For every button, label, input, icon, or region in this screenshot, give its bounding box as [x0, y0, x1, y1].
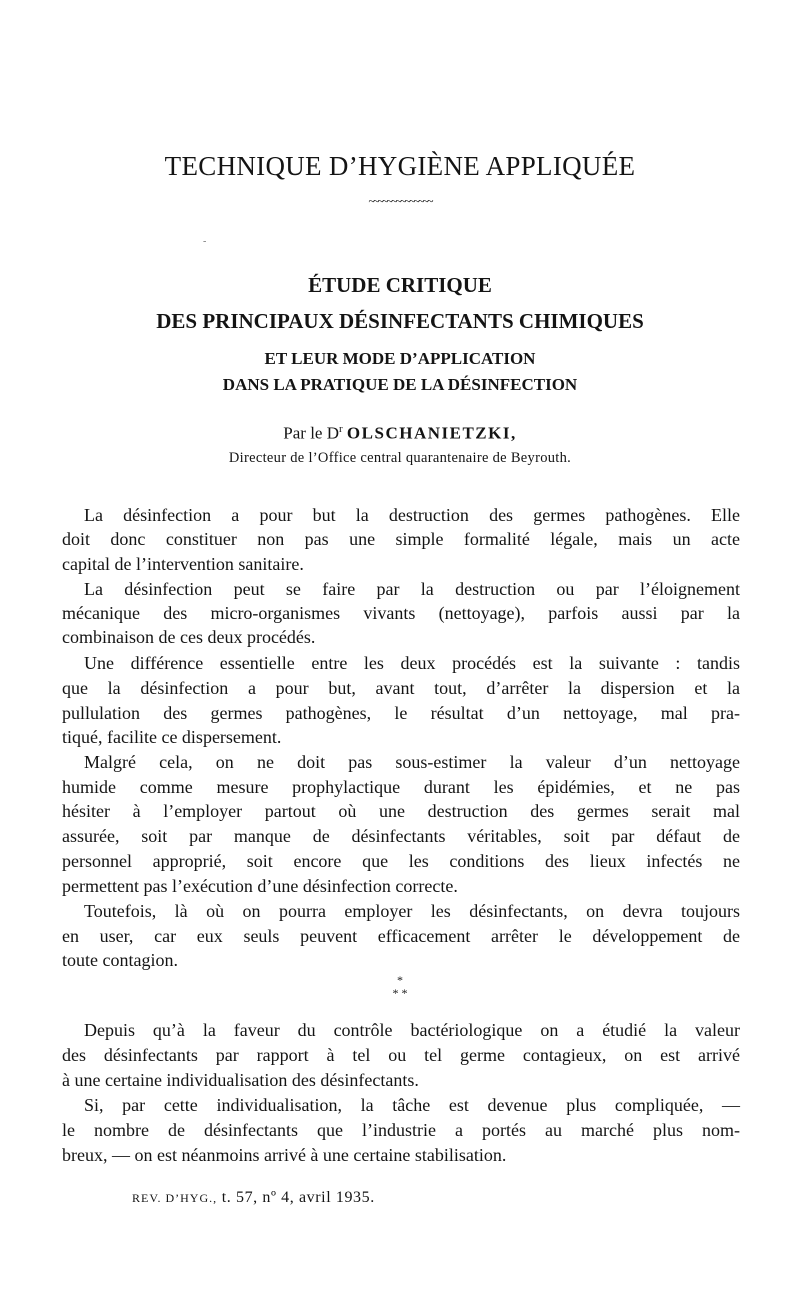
section-heading: TECHNIQUE D’HYGIÈNE APPLIQUÉE [164, 151, 636, 181]
body-line: combinaison de ces deux procédés. [62, 627, 316, 647]
stray-mark: - [203, 236, 207, 247]
author-affiliation: Directeur de l’Office central quarantenaire de Beyrouth. [228, 450, 572, 466]
body-line: à une certaine individualisation des désinfectants. [62, 1070, 419, 1090]
article-subtitle-line-1: ET LEUR MODE D’APPLICATION [264, 349, 536, 368]
body-line: tiqué, facilite ce dispersement. [62, 727, 282, 747]
journal-reference: t. 57, nº 4, avril 1935. [221, 1189, 375, 1206]
journal-citation [132, 1186, 375, 1210]
body-line: des désinfectants par rapport à tel ou tel germe contagieux, on est arrivé [62, 1045, 740, 1065]
body-line: La désinfection a pour but la destruction des germes pathogènes. Elle [84, 505, 740, 525]
author-name: OLSCHANIETZKI, [346, 423, 517, 443]
journal-abbrev: REV. D’HYG., [132, 1191, 218, 1205]
byline-superscript: r [339, 423, 343, 435]
body-line: personnel approprié, soit encore que les conditions des lieux infectés ne [62, 851, 740, 871]
body-line: toute contagion. [62, 950, 178, 970]
ornament-rule: ~~~~~~~~~~~~~~ [368, 194, 432, 208]
body-line: assurée, soit par manque de désinfectants véritables, soit par défaut de [62, 826, 740, 846]
body-line: Toutefois, là où on pourra employer les désinfectants, on devra toujours [84, 901, 740, 921]
body-line: capital de l’intervention sanitaire. [62, 554, 304, 574]
body-line: que la désinfection a pour but, avant tout, d’arrêter la dispersion et la [62, 678, 740, 698]
byline [0, 416, 800, 447]
separator-star-bottom: * * [392, 986, 408, 1000]
body-line: mécanique des micro-organismes vivants (nettoyage), parfois aussi par la [62, 603, 740, 623]
body-line: Malgré cela, on ne doit pas sous-estimer la valeur d’un nettoyage [84, 752, 740, 772]
body-line: hésiter à l’employer partout où une destruction des germes serait mal [62, 801, 740, 821]
body-line: permettent pas l’exécution d’une désinfection correcte. [62, 876, 458, 896]
article-subtitle-line-2: DANS LA PRATIQUE DE LA DÉSINFECTION [222, 375, 578, 394]
separator-star-top: * [397, 973, 403, 987]
body-line: en user, car eux seuls peuvent efficacement arrêter le développement de [62, 926, 740, 946]
body-line: pullulation des germes pathogènes, le résultat d’un nettoyage, mal pra- [62, 703, 740, 723]
body-line: La désinfection peut se faire par la destruction ou par l’éloignement [84, 579, 740, 599]
body-line: Si, par cette individualisation, la tâche est devenue plus compliquée, — [84, 1095, 740, 1115]
body-line: Une différence essentielle entre les deux procédés est la suivante : tandis [84, 653, 740, 673]
body-line: doit donc constituer non pas une simple formalité légale, mais un acte [62, 529, 740, 549]
body-line: Depuis qu’à la faveur du contrôle bactériologique on a étudié la valeur [84, 1020, 740, 1040]
article-title-line-2: DES PRINCIPAUX DÉSINFECTANTS CHIMIQUES [156, 309, 644, 333]
body-line: humide comme mesure prophylactique durant les épidémies, et ne pas [62, 777, 740, 797]
byline-prefix: Par le D [283, 423, 339, 443]
body-line: breux, — on est néanmoins arrivé à une certaine stabilisation. [62, 1145, 507, 1165]
body-line: le nombre de désinfectants que l’industrie a portés au marché plus nom- [62, 1120, 740, 1140]
article-title-line-1: ÉTUDE CRITIQUE [308, 273, 492, 297]
